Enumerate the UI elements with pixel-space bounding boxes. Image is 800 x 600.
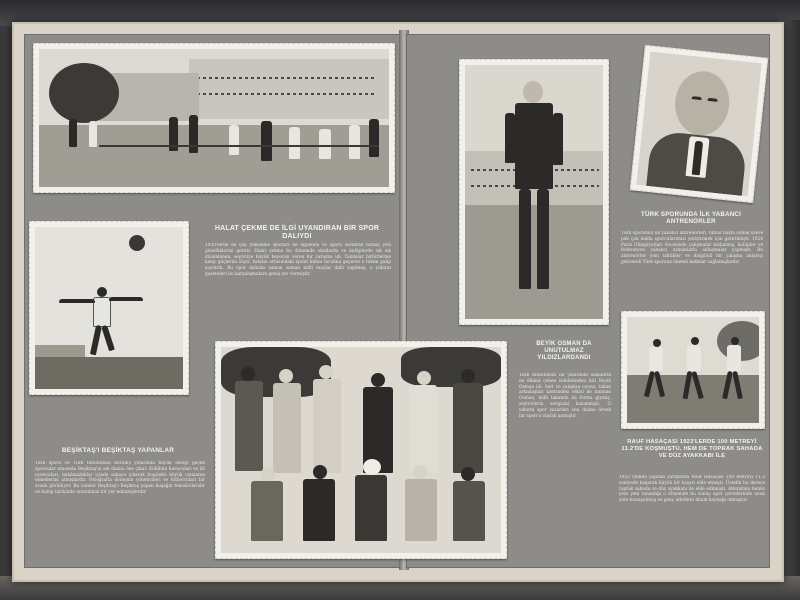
football-kick-photo	[29, 221, 189, 395]
rauf-headline: RAUF HASAÇASI 1923'LERDE 100 METREYİ 11.2'DE KOŞMUŞTU, HEM DE TOPRAK SAHADA VE DÜZ AYAKKABI İLE	[621, 439, 763, 459]
halat-headline: HALAT ÇEKME DE İLGİ UYANDIRAN BİR SPOR DALIYDI	[214, 225, 380, 241]
trainers-body: Türk sporunun ilk yabancı antrenörleri, futbol başta olmak üzere pek çok dalda sporcularımızı yetiştirmek için getirilmişti. 1924 Paris Olimpiyatları öncesinde çalışmalar hızlanmış, kulüpler ve federasyon yabancı uzmanlarla anlaşmalar yapmıştı. Bu antrenörler yeni taktikler ve disiplinli bir çalışma anlayışı getirerek Türk sporuna önemli katkılar sağlamışlardır.	[621, 231, 763, 265]
trainer-portrait-photo	[630, 45, 769, 203]
besiktas-group-photo	[215, 341, 507, 559]
beyk-headline: BEYİK OSMAN DA UNUTULMAZ YILDIZLARDANDI	[536, 341, 592, 362]
halat-body: 1920'lerde en çok yükselme sporları ile ilgilenen ve sporu sevdiren birkaç yeri güzelliklerini getirir. Halat çekme bu dönemde okullarda ve kulüplerde sık sık düzenlenen, seyirciye büyük heyecan veren bir yarışma idi. Takımlar birbirlerine karşı güçlerini ölçer, halatın ortasındaki işaret kimin tarafına geçerse o takım galip sayılırdı. Bu spor dalında zaman zaman milli maçlar dahi yapılmış, o yılların gazeteleri bu karşılaşmalara geniş yer vermiştir.	[205, 243, 391, 277]
besiktas-headline: BEŞİKTAŞ'I BEŞİKTAŞ YAPANLAR	[61, 447, 175, 454]
beyk-body: Türk futbolunun ilk yıllarında sahaların en dikkat çeken isimlerinden biri Beyik Osman idi. Sert ve çalışkan oyunu, takım arkadaşları üzerindeki etkisi ile tanınan Osman, milli takımda da forma giymiş, seyircilerin sevgisini kazanmıştı. O yılların spor yazarları onu daima örnek bir sporcu olarak anmıştır.	[519, 373, 611, 419]
trainers-headline: TÜRK SPORUNDA İLK YABANCI ANTRENÖRLER	[641, 211, 741, 226]
runners-photo	[621, 311, 765, 429]
goalkeeper-photo	[459, 59, 609, 325]
magazine-spread	[12, 22, 784, 582]
besiktas-body: Türk sporu ve Türk futbolunun kuruluş yıllarında büyük emeği geçen sporcular arasında Beşiktaş'ın adı daima öne çıkar. Kulübün kurucuları ve ilk oyuncuları, imkânsızlıklar içinde sahaya çıkarak bugünkü büyük camianın temellerini atmışlardır. Fotoğrafta dönemin yöneticileri ve futbolcuları bir arada görülüyor. Bu isimler Beşiktaş'ı Beşiktaş yapan kuşağın temsilcileridir ve kulüp tarihinde unutulmaz bir yer edinmişlerdir.	[35, 461, 205, 495]
rauf-body: 1923 yılında yapılan yarışlarda Rauf Hasaçası 100 metreyi 11.2 saniyede koşarak büyük bir başarı elde etmişti. Üstelik bu derece toprak sahada ve düz ayakkabı ile elde edilmişti. Atletizmin henüz yeni yeni tanındığı o dönemde bu sonuç spor çevrelerinde uzun süre konuşulmuş ve genç atletlere ilham kaynağı olmuştur.	[619, 475, 765, 504]
tug-of-war-photo	[33, 43, 395, 193]
left-page	[24, 34, 402, 568]
